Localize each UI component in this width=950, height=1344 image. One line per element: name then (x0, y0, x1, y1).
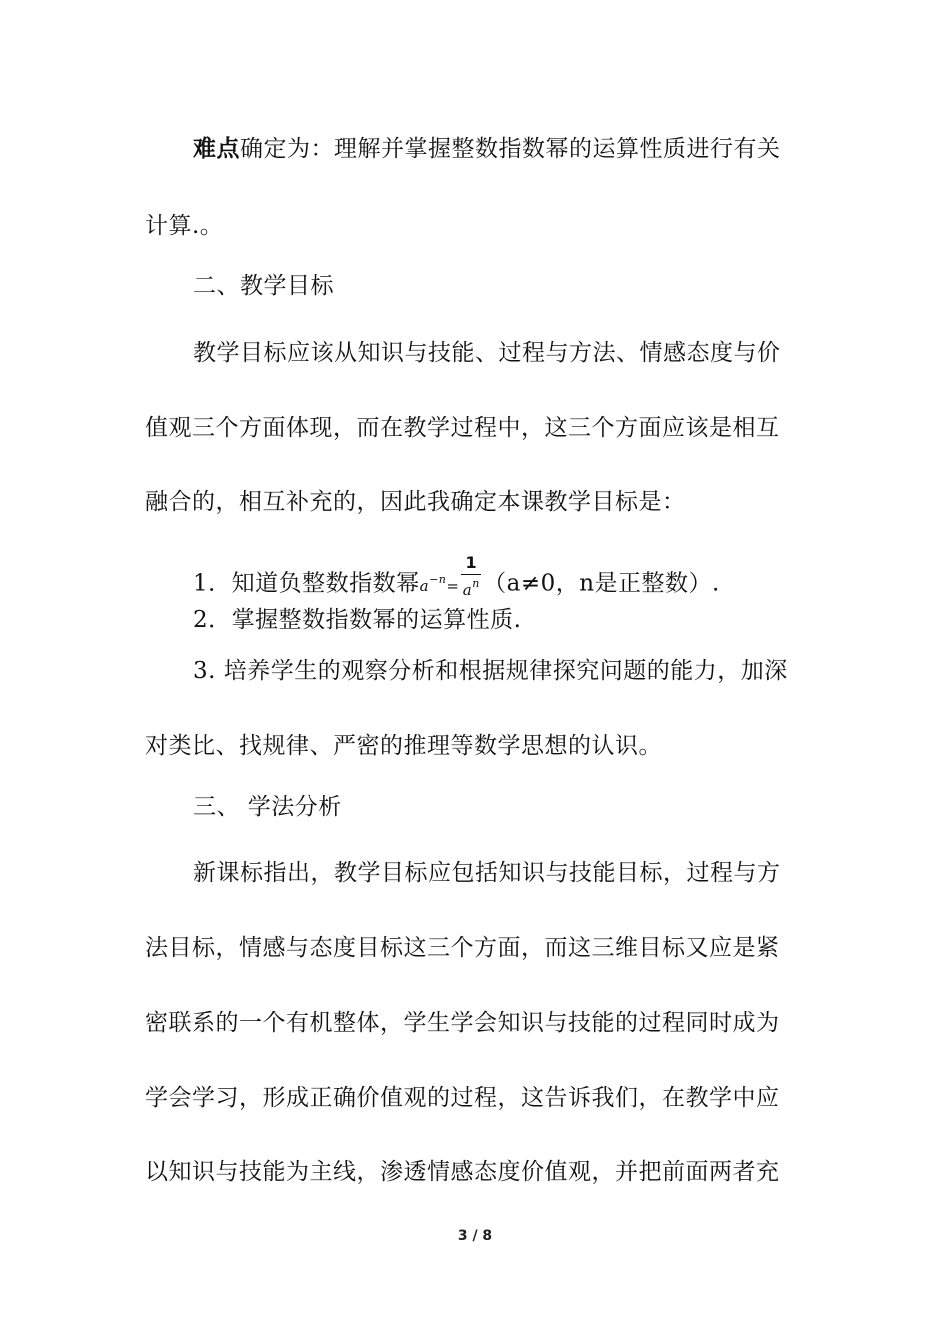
goals-intro-line-3: 融合的，相互补充的，因此我确定本课教学目标是： (145, 489, 686, 515)
section-2-heading: 二、教学目标 (193, 273, 334, 299)
study-method-line-3: 密联系的一个有机整体，学生学会知识与技能的过程同时成为 (145, 1010, 780, 1036)
section-3-heading: 三、 学法分析 (193, 794, 342, 820)
study-method-line-5: 以知识与技能为主线，渗透情感态度价值观，并把前面两者充 (145, 1159, 780, 1185)
goals-intro-line-2: 值观三个方面体现，而在教学过程中，这三个方面应该是相互 (145, 415, 780, 441)
formula-fraction: $\frac{1}{a^n}$ (462, 553, 480, 599)
goal-item-3-line-2: 对类比、找规律、严密的推理等数学思想的认识。 (145, 733, 662, 759)
page-number: 3 / 8 (457, 1228, 493, 1244)
goal-item-1-prefix: 1．知道负整数指数幂 (193, 570, 420, 597)
goal-item-1 (193, 553, 720, 609)
goal-item-3-line-1: 3. 培养学生的观察分析和根据规律探究问题的能力，加深 (193, 658, 788, 684)
study-method-line-1: 新课标指出，教学目标应包括知识与技能目标，过程与方 (193, 860, 781, 886)
difficulty-text: 确定为：理解并掌握整数指数幂的运算性质进行有关 (240, 136, 781, 162)
study-method-line-2: 法目标，情感与态度目标这三个方面，而这三维目标又应是紧 (145, 935, 780, 961)
negative-exponent-formula: $a^{-n}=$ $\frac{1}{a^n}$ (419, 553, 480, 599)
goal-item-1-suffix: （a≠0，n是正整数）. (483, 570, 720, 597)
difficulty-paragraph-line-1 (193, 134, 781, 164)
study-method-line-4: 学会学习，形成正确价值观的过程，这告诉我们，在教学中应 (145, 1085, 780, 1111)
difficulty-label: 难点 (193, 135, 240, 162)
goals-intro-line-1: 教学目标应该从知识与技能、过程与方法、情感态度与价 (193, 340, 781, 366)
difficulty-paragraph-line-2: 计算.。 (145, 213, 224, 239)
goal-item-2: 2．掌握整数指数幂的运算性质. (193, 607, 522, 633)
